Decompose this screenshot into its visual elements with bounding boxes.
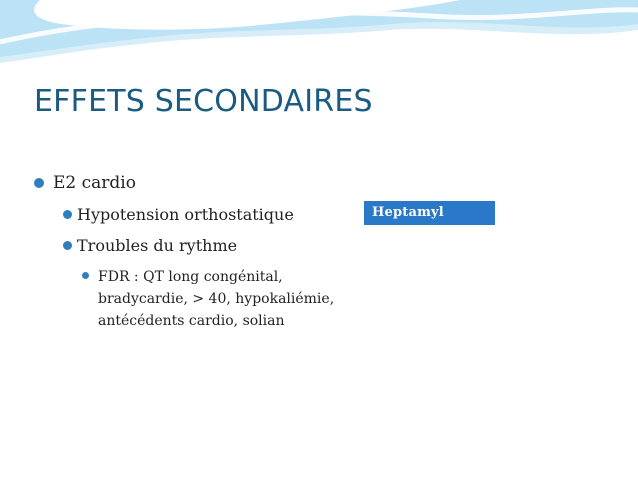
bullet-level1-text: E2 cardio [53, 173, 136, 193]
bullet-level2-text: Troubles du rythme [77, 235, 238, 255]
bullet-icon [63, 210, 72, 219]
bullet-level2-item-hypotension [63, 202, 294, 226]
bullet-icon [82, 272, 89, 279]
bullet-icon [34, 178, 44, 188]
bullet-level3-text: FDR : QT long congénital, bradycardie, > 40, hypokaliémie, antécédents cardio, solian [98, 269, 335, 329]
bullet-icon [63, 241, 72, 250]
drug-tag: Heptamyl [364, 201, 495, 225]
bullet-level1-item [34, 170, 136, 196]
header-wave-icon [0, 0, 638, 72]
slide-title: EFFETS SECONDAIRES [34, 84, 373, 119]
bullet-level2-text: Hypotension orthostatique [77, 204, 294, 224]
bullet-level2-item-troubles [63, 233, 237, 257]
